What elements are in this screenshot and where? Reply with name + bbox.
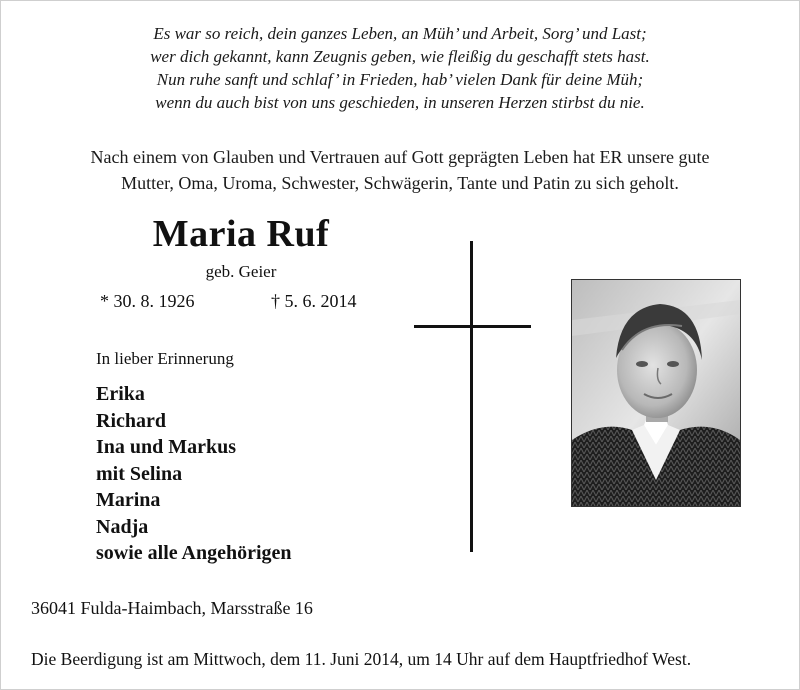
poem-line: Nun ruhe sanft und schlaf’ in Frieden, hab’ vielen Dank für deine Müh;: [156, 70, 644, 89]
intro-line: Nach einem von Glauben und Vertrauen auf Gott geprägten Leben hat ER unsere gute: [90, 147, 710, 167]
mourner: Marina: [96, 489, 161, 511]
deceased-name: Maria Ruf: [152, 213, 330, 255]
maiden-name: geb. Geier: [205, 262, 277, 281]
portrait-photo: [571, 279, 741, 507]
poem-line: wenn du auch bist von uns geschieden, in unseren Herzen stirbst du nie.: [155, 93, 645, 112]
funeral-notice: Die Beerdigung ist am Mittwoch, dem 11. Juni 2014, um 14 Uhr auf dem Hauptfriedhof West.: [31, 649, 692, 669]
memory-heading: In lieber Erinnerung: [96, 349, 234, 368]
mourners-list: [96, 381, 292, 567]
poem: [0, 22, 800, 114]
cross-icon: [470, 241, 473, 552]
mourner: sowie alle Angehörigen: [96, 542, 292, 564]
intro-line: Mutter, Oma, Uroma, Schwester, Schwägerin, Tante und Patin zu sich geholt.: [121, 173, 679, 193]
poem-line: wer dich gekannt, kann Zeugnis geben, wie fleißig du geschafft stets hast.: [150, 47, 650, 66]
death-date: † 5. 6. 2014: [271, 291, 357, 311]
cross-icon-bar: [414, 325, 531, 328]
intro-text: [0, 144, 800, 196]
poem-line: Es war so reich, dein ganzes Leben, an Müh’ und Arbeit, Sorg’ und Last;: [153, 24, 647, 43]
mourner: Richard: [96, 409, 166, 432]
mourner: Ina und Markus: [96, 436, 237, 458]
mourner: Erika: [96, 383, 145, 405]
mourner: mit Selina: [96, 462, 183, 485]
address: 36041 Fulda-Haimbach, Marsstraße 16: [31, 598, 313, 618]
birth-date: * 30. 8. 1926: [100, 291, 195, 311]
mourner: Nadja: [96, 515, 149, 538]
